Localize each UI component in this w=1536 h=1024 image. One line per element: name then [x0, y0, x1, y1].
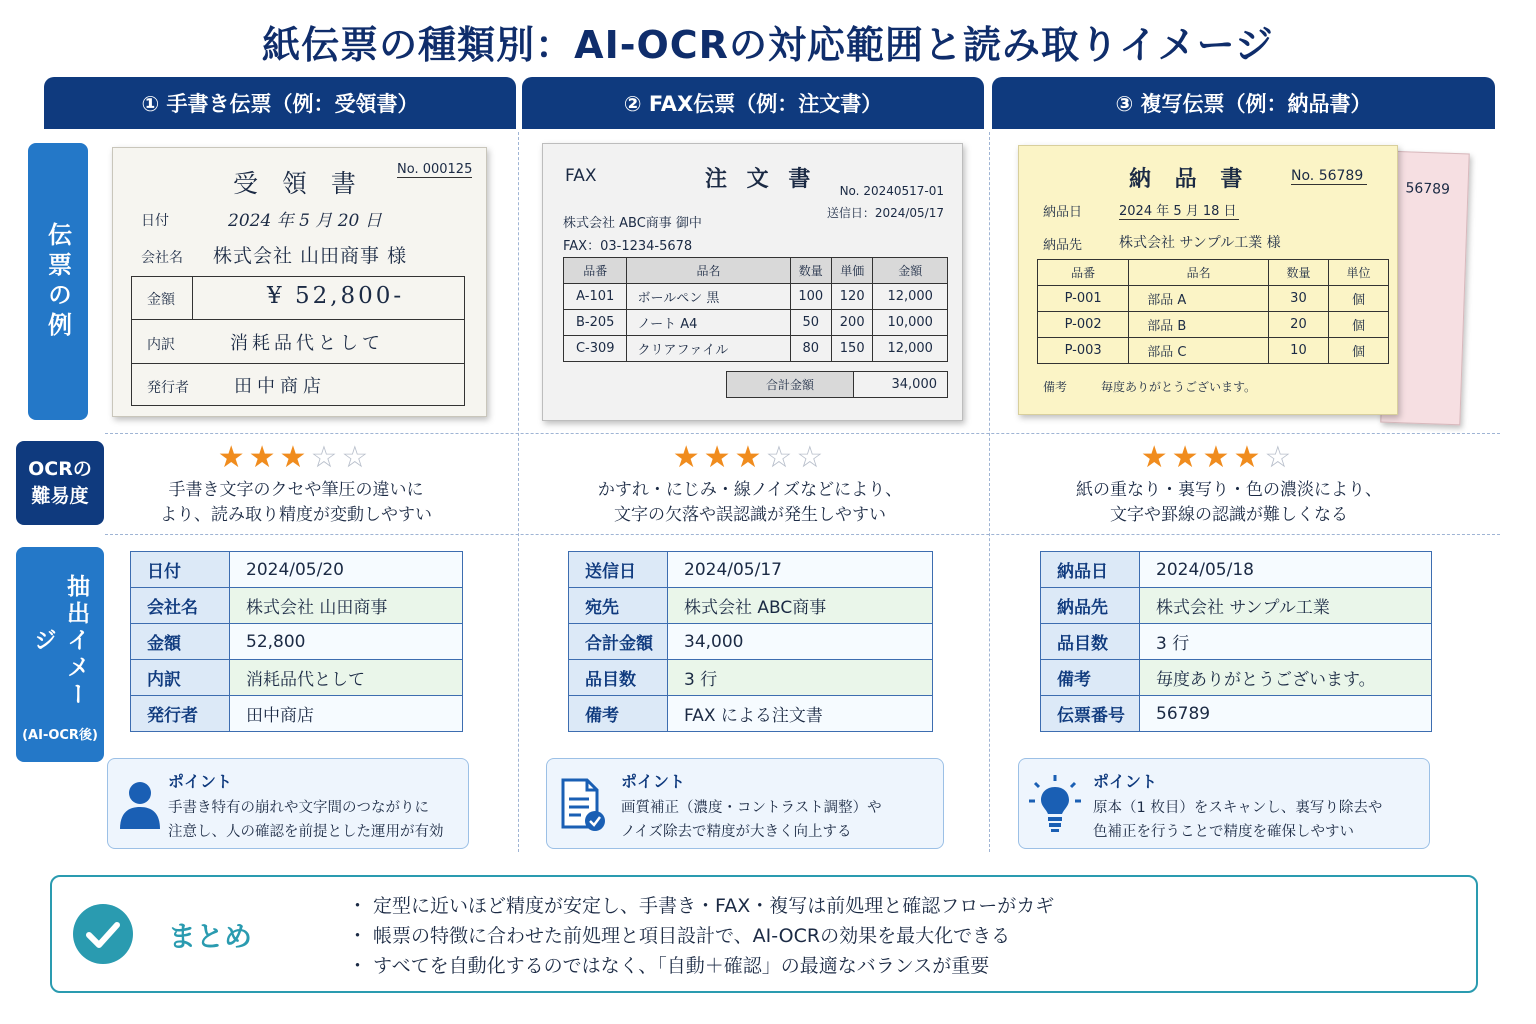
- summary-bullet: ・ 帳票の特徴に合わせた前処理と項目設計で、AI-OCRの効果を最大化できる: [348, 925, 1011, 947]
- slip-title: 注 文 書: [705, 167, 817, 192]
- summary-heading: まとめ: [168, 920, 253, 953]
- recipient: 株式会社 ABC商事 御中: [563, 216, 702, 231]
- star-empty-icon: ☆: [1264, 440, 1296, 475]
- date-value: 2024 年 5 月 20 日: [228, 211, 382, 231]
- column-divider: [518, 132, 519, 852]
- field-name: 備考: [569, 696, 668, 732]
- fax-order-slip: [542, 143, 963, 421]
- field-name: 品目数: [569, 660, 668, 696]
- field-value: FAX による注文書: [668, 696, 933, 732]
- table-row: P-003 部品 C 10 個: [1038, 338, 1389, 364]
- page-title: 紙伝票の種類別：AI-OCRの対応範囲と読み取りイメージ: [262, 23, 1274, 67]
- field-name: 合計金額: [569, 624, 668, 660]
- field-name: 伝票番号: [1041, 696, 1140, 732]
- difficulty-text-handwritten: 手書き文字のクセや筆圧の違いに より、読み取り精度が変動しやすい: [160, 480, 432, 525]
- slip-number: No. 000125: [397, 162, 473, 177]
- point-text: 手書き特有の崩れや文字間のつながりに 注意し、人の確認を前提とした運用が有効: [168, 800, 444, 840]
- amount-value: ¥ 52,800-: [267, 283, 405, 309]
- star-filled-icon: ★: [1140, 440, 1172, 475]
- column-header-carbon: ③ 複写伝票（例：納品書）: [992, 77, 1495, 129]
- difficulty-text-fax: かすれ・にじみ・線ノイズなどにより、 文字の欠落や誤認識が発生しやすい: [597, 480, 903, 525]
- field-value: 52,800: [230, 624, 463, 660]
- star-filled-icon: ★: [1233, 440, 1265, 475]
- field-name: 発行者: [131, 696, 230, 732]
- field-value: 田中商店: [230, 696, 463, 732]
- field-value: 3 行: [668, 660, 933, 696]
- note-label: 備考: [1043, 380, 1068, 394]
- carbon-delivery-slip: [1018, 145, 1398, 415]
- star-filled-icon: ★: [672, 440, 704, 475]
- row-divider: [105, 534, 1500, 535]
- detail-value: 消耗品代として: [230, 333, 384, 354]
- star-filled-icon: ★: [248, 440, 280, 475]
- order-table: 品番 品名 数量 単価 金額 A-101 ボールペン 黒 100 120 12,000 B-205 ノート A4 50 200 10,000 C-309 クリアファイル 80 150 12,000: [563, 257, 948, 362]
- back-sheet-number: 56789: [1405, 180, 1451, 198]
- table-row: [1041, 552, 1432, 588]
- row-label-extract: 抽出イメージ (AI-OCR後): [16, 547, 104, 762]
- field-name: 備考: [1041, 660, 1140, 696]
- field-value: 消耗品代として: [230, 660, 463, 696]
- delivery-to-value: 株式会社 サンプル工業 様: [1119, 235, 1281, 251]
- table-row: [569, 696, 933, 732]
- table-row: [1041, 588, 1432, 624]
- date-label: 日付: [141, 213, 169, 229]
- detail-label: 内訳: [147, 337, 175, 353]
- star-empty-icon: ☆: [796, 440, 828, 475]
- point-text: 画質補正（濃度・コントラスト調整）や ノイズ除去で精度が大きく向上する: [621, 800, 882, 840]
- table-row: [1041, 660, 1432, 696]
- field-value: 34,000: [668, 624, 933, 660]
- field-name: 日付: [131, 552, 230, 588]
- table-row: [131, 588, 463, 624]
- company-label: 会社名: [141, 250, 183, 266]
- point-box-handwritten: [107, 758, 469, 849]
- fax-number: FAX：03-1234-5678: [563, 239, 693, 254]
- summary-bullet: ・ 定型に近いほど精度が安定し、手書き・FAX・複写は前処理と確認フローがカギ: [348, 895, 1055, 917]
- field-value: 株式会社 ABC商事: [668, 588, 933, 624]
- difficulty-stars-fax: [600, 440, 900, 475]
- delivery-date-label: 納品日: [1043, 205, 1083, 220]
- amount-label: 金額: [147, 292, 175, 308]
- receipt-box: [131, 276, 465, 406]
- table-row: [569, 552, 933, 588]
- point-heading: ポイント: [621, 772, 686, 791]
- table-row: P-002 部品 B 20 個: [1038, 312, 1389, 338]
- table-row: B-205 ノート A4 50 200 10,000: [564, 310, 948, 336]
- issuer-value: 田中商店: [234, 376, 326, 397]
- field-name: 宛先: [569, 588, 668, 624]
- column-divider: [989, 132, 990, 852]
- field-value: 56789: [1140, 696, 1432, 732]
- table-row: [569, 588, 933, 624]
- extract-table-fax: [568, 551, 933, 732]
- field-name: 納品日: [1041, 552, 1140, 588]
- row-divider: [105, 433, 1500, 434]
- check-circle-icon: [72, 903, 134, 965]
- slip-number: No. 56789: [1291, 168, 1367, 185]
- field-value: 2024/05/17: [668, 552, 933, 588]
- row-label-examples: 伝票の例: [28, 143, 88, 420]
- field-name: 会社名: [131, 588, 230, 624]
- table-row: [1041, 624, 1432, 660]
- point-box-fax: [546, 758, 944, 849]
- summary-box: [50, 875, 1478, 993]
- document-check-icon: [559, 777, 607, 833]
- lightbulb-icon: [1027, 773, 1083, 835]
- delivery-date-value: 2024 年 5 月 18 日: [1119, 200, 1239, 220]
- person-icon: [118, 779, 162, 829]
- column-header-fax: ② FAX伝票（例：注文書）: [522, 77, 984, 129]
- slip-number: No. 20240517-01: [839, 184, 944, 198]
- star-filled-icon: ★: [703, 440, 735, 475]
- summary-bullets: [348, 891, 1054, 981]
- handwritten-receipt-slip: [112, 147, 487, 417]
- note-value: 毎度ありがとうございます。: [1101, 380, 1257, 394]
- star-filled-icon: ★: [734, 440, 766, 475]
- slip-title: 納 品 書: [1129, 167, 1251, 192]
- column-header-handwritten: ① 手書き伝票（例：受領書）: [44, 77, 516, 129]
- table-row: [569, 624, 933, 660]
- difficulty-text-carbon: 紙の重なり・裏写り・色の濃淡により、 文字や罫線の認識が難しくなる: [1076, 480, 1382, 525]
- star-filled-icon: ★: [1202, 440, 1234, 475]
- table-row: [131, 624, 463, 660]
- summary-bullet: ・ すべてを自動化するのではなく、「自動＋確認」の最適なバランスが重要: [348, 955, 990, 977]
- issuer-label: 発行者: [147, 380, 189, 396]
- difficulty-stars-carbon: [1068, 440, 1368, 475]
- star-empty-icon: ☆: [310, 440, 342, 475]
- difficulty-stars-handwritten: [145, 440, 445, 475]
- field-name: 送信日: [569, 552, 668, 588]
- field-value: 3 行: [1140, 624, 1432, 660]
- table-row: [1041, 696, 1432, 732]
- table-row: [569, 660, 933, 696]
- table-row: [131, 552, 463, 588]
- field-name: 納品先: [1041, 588, 1140, 624]
- sent-date: 送信日：2024/05/17: [826, 206, 944, 220]
- table-row: P-001 部品 A 30 個: [1038, 286, 1389, 312]
- field-value: 2024/05/18: [1140, 552, 1432, 588]
- star-filled-icon: ★: [1171, 440, 1203, 475]
- star-empty-icon: ☆: [765, 440, 797, 475]
- table-row: A-101 ボールペン 黒 100 120 12,000: [564, 284, 948, 310]
- delivery-table: 品番 品名 数量 単位 P-001 部品 A 30 個 P-002 部品 B 20 個 P-003 部品 C 10 個: [1037, 259, 1389, 364]
- star-empty-icon: ☆: [341, 440, 373, 475]
- point-heading: ポイント: [1093, 772, 1158, 791]
- extract-table-carbon: [1040, 551, 1432, 732]
- point-box-carbon: [1018, 758, 1430, 849]
- point-text: 原本（1 枚目）をスキャンし、裏写り除去や 色補正を行うことで精度を確保しやすい: [1093, 800, 1383, 840]
- star-filled-icon: ★: [217, 440, 249, 475]
- field-value: 毎度ありがとうございます。: [1140, 660, 1432, 696]
- field-value: 株式会社 サンプル工業: [1140, 588, 1432, 624]
- table-row: [131, 660, 463, 696]
- delivery-to-label: 納品先: [1043, 238, 1083, 253]
- field-value: 2024/05/20: [230, 552, 463, 588]
- row-label-difficulty: OCRの難易度: [16, 441, 104, 525]
- star-filled-icon: ★: [279, 440, 311, 475]
- table-row: C-309 クリアファイル 80 150 12,000: [564, 336, 948, 362]
- fax-mark: FAX: [565, 166, 597, 186]
- field-name: 品目数: [1041, 624, 1140, 660]
- slip-title: 受 領 書: [233, 169, 364, 198]
- field-value: 株式会社 山田商事: [230, 588, 463, 624]
- field-name: 内訳: [131, 660, 230, 696]
- extract-table-handwritten: [130, 551, 463, 732]
- total-table: 合計金額 34,000: [726, 371, 948, 398]
- field-name: 金額: [131, 624, 230, 660]
- point-heading: ポイント: [168, 772, 233, 791]
- table-row: [131, 696, 463, 732]
- company-value: 株式会社 山田商事 様: [213, 245, 408, 267]
